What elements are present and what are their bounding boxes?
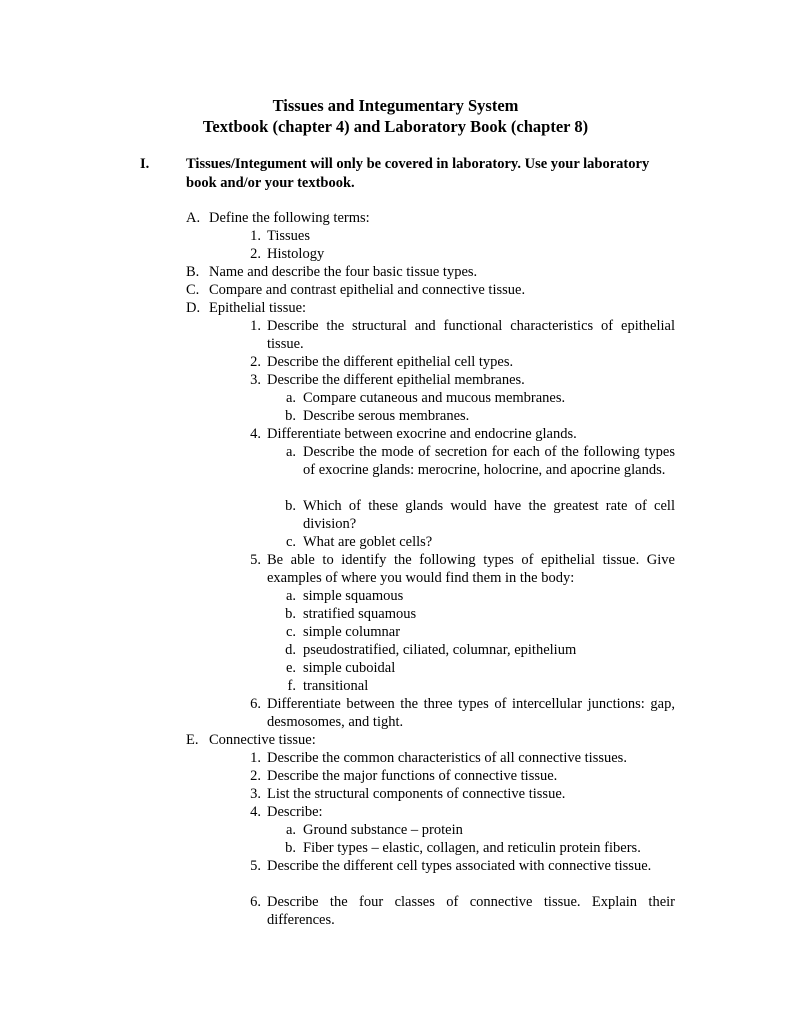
outline-marker: b. — [285, 840, 296, 856]
outline-item — [0, 353, 791, 371]
outline-item — [0, 839, 791, 857]
outline-text: Describe serous membranes. — [303, 408, 470, 424]
outline-marker: a. — [285, 822, 296, 838]
outline-item — [0, 317, 791, 353]
outline-marker: E. — [186, 732, 199, 748]
outline-item — [0, 731, 791, 749]
outline-item — [0, 641, 791, 659]
outline-marker: B. — [186, 264, 200, 280]
outline-text: Name and describe the four basic tissue types. — [209, 264, 478, 280]
outline-item — [0, 245, 791, 263]
outline-marker: 5. — [250, 552, 261, 568]
section-number: I. — [140, 156, 150, 172]
outline-text: simple columnar — [303, 624, 401, 640]
outline-text: Differentiate between the three types of intercellular junctions: gap, desmosomes, and tight. — [267, 696, 675, 730]
outline-text: Fiber types – elastic, collagen, and reticulin protein fibers. — [303, 840, 641, 856]
outline-item — [0, 857, 791, 893]
outline-text: Differentiate between exocrine and endocrine glands. — [267, 426, 577, 442]
outline-text: transitional — [303, 678, 369, 694]
outline-marker: 3. — [250, 786, 261, 802]
outline-marker: a. — [285, 444, 296, 460]
outline-marker: 4. — [250, 426, 261, 442]
outline-item — [0, 443, 791, 497]
outline-item — [0, 533, 791, 551]
outline-marker: e. — [285, 660, 296, 676]
outline-item — [0, 605, 791, 623]
outline-item — [0, 407, 791, 425]
outline-item — [0, 677, 791, 695]
outline-text: Be able to identify the following types of epithelial tissue. Give examples of where you would find them in the body: — [267, 552, 675, 586]
outline-item — [0, 749, 791, 767]
outline-item — [0, 227, 791, 245]
outline-text: simple cuboidal — [303, 660, 396, 676]
outline-text: Describe the major functions of connective tissue. — [267, 768, 558, 784]
outline-text: Describe the common characteristics of all connective tissues. — [267, 750, 627, 766]
outline-item — [0, 893, 791, 929]
outline-text: Describe the different epithelial membranes. — [267, 372, 525, 388]
outline-marker: b. — [285, 498, 296, 514]
outline-text: simple squamous — [303, 588, 404, 604]
outline-text: What are goblet cells? — [303, 534, 433, 550]
outline-marker: C. — [186, 282, 200, 298]
outline-text: Define the following terms: — [209, 210, 370, 226]
outline-item — [0, 371, 791, 389]
outline-list — [0, 209, 791, 929]
outline-marker: c. — [285, 624, 296, 640]
outline-text: Connective tissue: — [209, 732, 316, 748]
outline-marker: 4. — [250, 804, 261, 820]
outline-item — [0, 299, 791, 317]
outline-text: Describe the four classes of connective tissue. Explain their differences. — [267, 894, 675, 928]
outline-marker: 3. — [250, 372, 261, 388]
outline-item — [0, 209, 791, 227]
outline-text: stratified squamous — [303, 606, 417, 622]
outline-marker: a. — [285, 390, 296, 406]
outline-text: Ground substance – protein — [303, 822, 463, 838]
outline-marker: d. — [285, 642, 296, 658]
section-heading: Tissues/Integument will only be covered in laboratory. Use your laboratory book and/or your textbook. — [186, 156, 650, 191]
outline-text: List the structural components of connective tissue. — [267, 786, 566, 802]
outline-text: Compare cutaneous and mucous membranes. — [303, 390, 566, 406]
document-title: Tissues and Integumentary System — [272, 96, 519, 115]
outline-marker: f. — [287, 678, 296, 694]
outline-marker: 1. — [250, 228, 261, 244]
outline-text: pseudostratified, ciliated, columnar, epithelium — [303, 642, 577, 658]
outline-item — [0, 623, 791, 641]
outline-text: Tissues — [267, 228, 310, 244]
outline-text: Describe: — [267, 804, 323, 820]
outline-marker: 2. — [250, 768, 261, 784]
outline-marker: 2. — [250, 246, 261, 262]
outline-marker: a. — [285, 588, 296, 604]
outline-text: Describe the different cell types associated with connective tissue. — [267, 858, 652, 874]
outline-item — [0, 659, 791, 677]
outline-item — [0, 821, 791, 839]
outline-item — [0, 767, 791, 785]
outline-text: Compare and contrast epithelial and connective tissue. — [209, 282, 526, 298]
outline-marker: 6. — [250, 696, 261, 712]
outline-item — [0, 497, 791, 533]
outline-item — [0, 803, 791, 821]
outline-text: Histology — [267, 246, 325, 262]
outline-marker: D. — [186, 300, 201, 316]
outline-marker: 6. — [250, 894, 261, 910]
outline-item — [0, 695, 791, 731]
outline-item — [0, 785, 791, 803]
outline-item — [0, 263, 791, 281]
outline-item — [0, 551, 791, 587]
outline-item — [0, 425, 791, 443]
outline-item — [0, 389, 791, 407]
outline-text: Describe the different epithelial cell types. — [267, 354, 514, 370]
outline-marker: b. — [285, 606, 296, 622]
outline-marker: 5. — [250, 858, 261, 874]
outline-marker: 1. — [250, 318, 261, 334]
outline-marker: A. — [186, 210, 201, 226]
outline-text: Describe the structural and functional characteristics of epithelial tissue. — [267, 318, 675, 352]
document-subtitle: Textbook (chapter 4) and Laboratory Book (chapter 8) — [202, 117, 589, 136]
outline-text: Which of these glands would have the greatest rate of cell division? — [303, 498, 675, 532]
outline-item — [0, 587, 791, 605]
outline-marker: c. — [285, 534, 296, 550]
outline-marker: 2. — [250, 354, 261, 370]
outline-text: Epithelial tissue: — [209, 300, 307, 316]
outline-text: Describe the mode of secretion for each of the following types of exocrine glands: merocrine, holocrine, and apocrine glands. — [303, 444, 675, 478]
outline-marker: b. — [285, 408, 296, 424]
outline-marker: 1. — [250, 750, 261, 766]
outline-item — [0, 281, 791, 299]
